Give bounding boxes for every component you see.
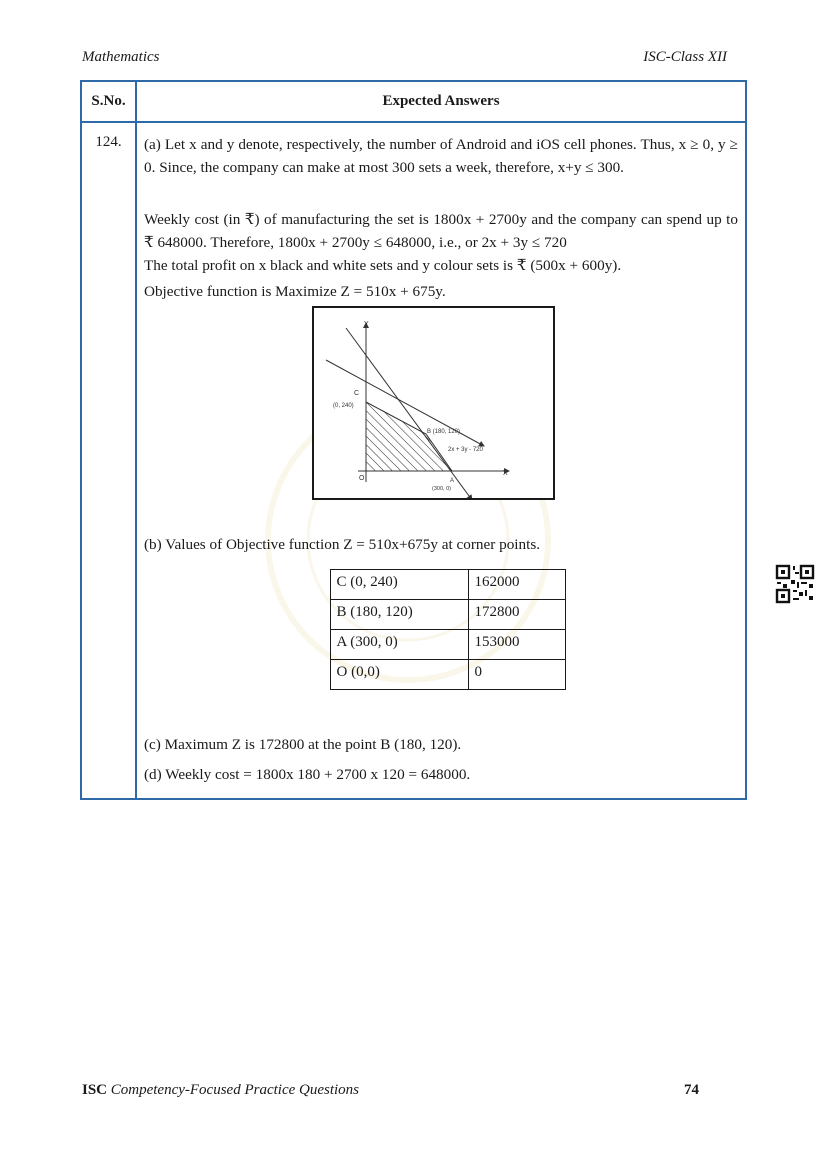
column-header-sno: S.No. — [81, 81, 136, 122]
table-row — [330, 660, 565, 690]
y-axis-label: Y — [363, 321, 369, 328]
header-class: ISC-Class XII — [643, 49, 727, 65]
constraint-line-label: 2x + 3y - 720 — [447, 447, 483, 453]
constraint-line-1 — [346, 328, 472, 498]
point-a-coord: (300, 0) — [431, 486, 451, 492]
corner-value: 0 — [468, 660, 565, 690]
table-row — [330, 570, 565, 600]
answers-table — [80, 80, 747, 800]
weekly-cost-text: Weekly cost (in ₹) of manufacturing the set is 1800x + 2700y and the company can spend up to ₹ 648000. Therefore, 1800x + 2700y ≤ 648000, i.e., or 2x + 3y ≤ 720 — [144, 211, 738, 251]
answer-cell — [136, 122, 746, 799]
corner-points-table — [330, 569, 566, 690]
column-header-answers: Expected Answers — [136, 81, 746, 122]
corner-value: 153000 — [468, 630, 565, 660]
part-d-text: (d) Weekly cost = 1800x 180 + 2700 x 120 = 648000. — [144, 766, 471, 783]
part-a-text: (a) Let x and y denote, respectively, the number of Android and iOS cell phones. Thus, x ≥ 0, y ≥ 0. Since, the company can make at most 300 sets a week, therefore, x+y ≤ 300. — [144, 136, 738, 176]
corner-point: B (180, 120) — [330, 600, 468, 630]
objective-text: Objective function is Maximize Z = 510x + 675y. — [144, 283, 446, 300]
feasible-region-graph — [312, 306, 555, 500]
corner-value: 172800 — [468, 600, 565, 630]
corner-value: 162000 — [468, 570, 565, 600]
point-c-coord: (0, 240) — [332, 403, 354, 409]
corner-point: O (0,0) — [330, 660, 468, 690]
feasible-region — [366, 402, 452, 471]
footer-brand: ISC — [82, 1082, 108, 1098]
part-b-text: (b) Values of Objective function Z = 510x+675y at corner points. — [144, 536, 541, 553]
corner-point: C (0, 240) — [330, 570, 468, 600]
graph-container — [144, 306, 738, 500]
corner-point: A (300, 0) — [330, 630, 468, 660]
qr-code-icon[interactable] — [775, 564, 815, 604]
origin-label: O — [358, 475, 364, 482]
table-header-row — [81, 81, 746, 122]
point-c-label: C — [353, 390, 359, 397]
footer-title — [82, 1082, 359, 1099]
corner-table-wrap — [144, 569, 738, 690]
header-subject: Mathematics — [82, 49, 160, 65]
page-number: 74 — [684, 1082, 699, 1098]
point-a-label: A — [449, 478, 454, 484]
part-c-text: (c) Maximum Z is 172800 at the point B (180, 120). — [144, 736, 462, 753]
point-b-label: B (180, 120) — [426, 429, 460, 435]
table-row — [330, 600, 565, 630]
profit-text: The total profit on x black and white sets and y colour sets is ₹ (500x + 600y). — [144, 257, 622, 274]
table-row — [81, 122, 746, 799]
footer-subtitle: Competency-Focused Practice Questions — [110, 1082, 360, 1098]
table-row — [330, 630, 565, 660]
x-axis-label: X — [502, 470, 508, 477]
question-number: 124. — [81, 122, 136, 799]
